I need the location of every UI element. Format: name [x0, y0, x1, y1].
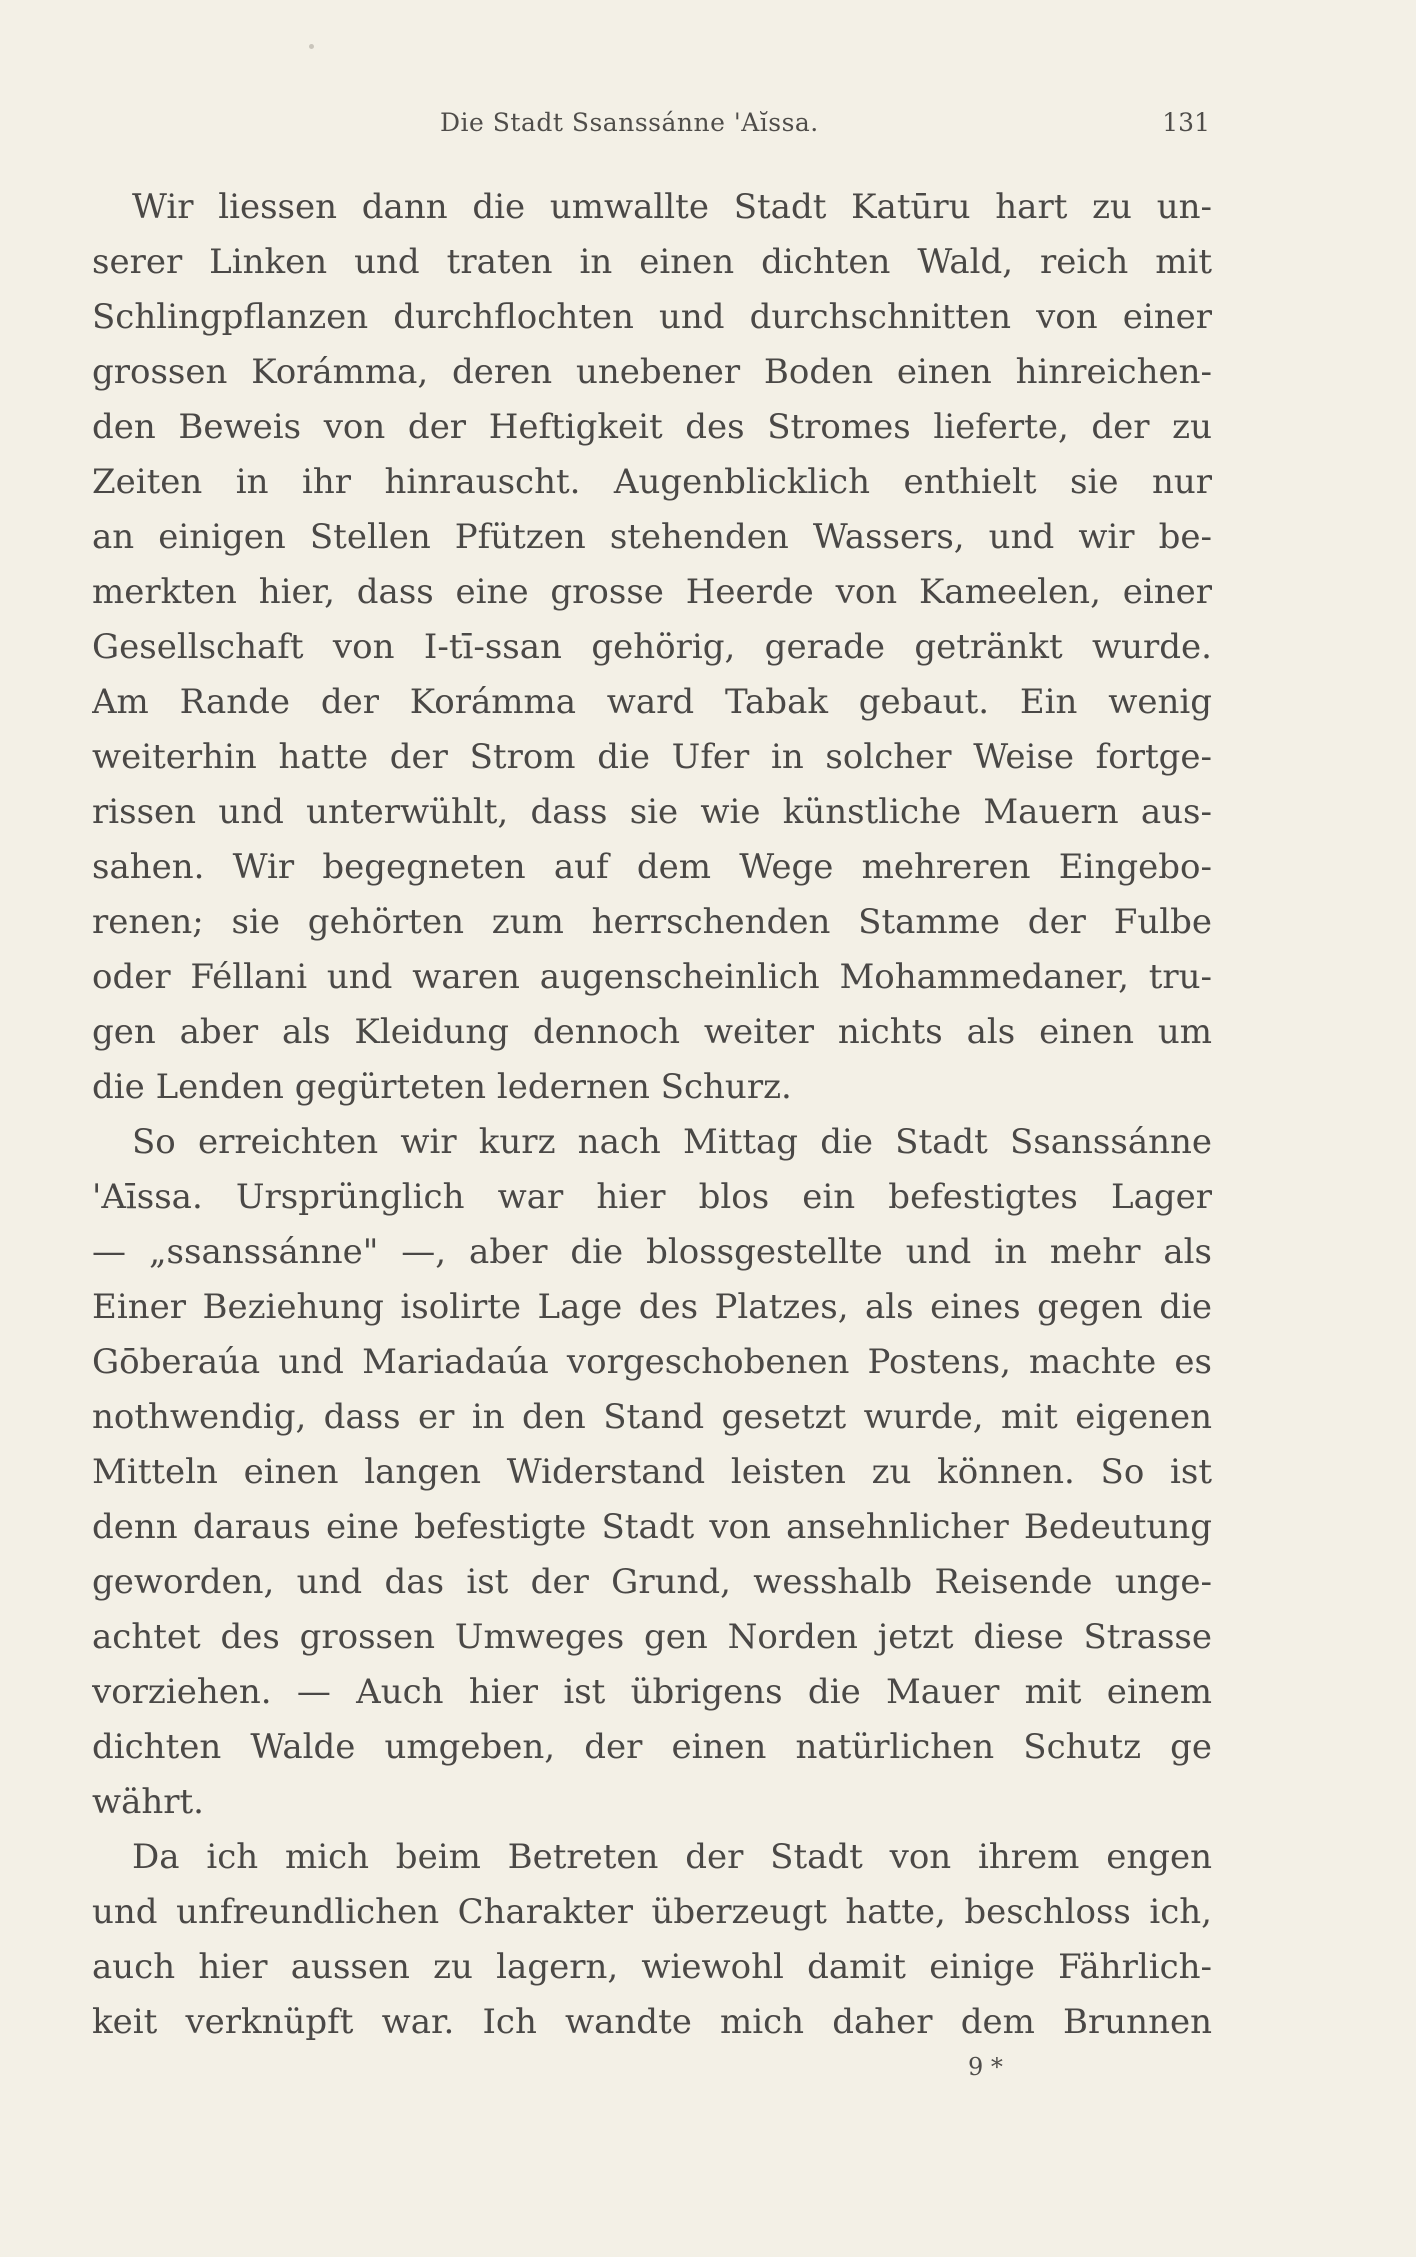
- text-line: den Beweis von der Heftigkeit des Stromes lieferte, der zu: [92, 407, 1212, 447]
- stray-ink-dot: [309, 44, 314, 49]
- text-line: auch hier aussen zu lagern, wiewohl damit einige Fährlich-: [92, 1947, 1212, 1987]
- text-line: rissen und unterwühlt, dass sie wie künstliche Mauern aus-: [92, 792, 1212, 832]
- text-line: an einigen Stellen Pfützen stehenden Wassers, und wir be-: [92, 517, 1212, 557]
- text-line: Gōberaúa und Mariadaúa vorgeschobenen Postens, machte es: [92, 1342, 1212, 1382]
- signature-mark: 9 *: [968, 2053, 1003, 2081]
- text-line: und unfreundlichen Charakter überzeugt hatte, beschloss ich,: [92, 1892, 1212, 1932]
- text-line: Da ich mich beim Betreten der Stadt von ihrem engen: [132, 1837, 1212, 1877]
- text-line: währt.: [92, 1782, 204, 1822]
- text-line: gen aber als Kleidung dennoch weiter nichts als einen um: [92, 1012, 1212, 1052]
- text-line: denn daraus eine befestigte Stadt von ansehnlicher Bedeutung: [92, 1507, 1212, 1547]
- text-line: Wir liessen dann die umwallte Stadt Katūru hart zu un-: [132, 187, 1212, 227]
- text-line: Einer Beziehung isolirte Lage des Platzes, als eines gegen die: [92, 1287, 1212, 1327]
- text-line: 'Aīssa. Ursprünglich war hier blos ein befestigtes Lager: [92, 1177, 1212, 1217]
- page-number: 131: [1162, 108, 1210, 137]
- text-line: die Lenden gegürteten ledernen Schurz.: [92, 1067, 792, 1107]
- text-line: weiterhin hatte der Strom die Ufer in solcher Weise fortge-: [92, 737, 1212, 777]
- text-line: achtet des grossen Umweges gen Norden jetzt diese Strasse: [92, 1617, 1212, 1657]
- text-line: Gesellschaft von I-tī-ssan gehörig, gerade getränkt wurde.: [92, 627, 1212, 667]
- text-line: Am Rande der Korámma ward Tabak gebaut. Ein wenig: [92, 682, 1212, 722]
- text-line: vorziehen. — Auch hier ist übrigens die Mauer mit einem: [92, 1672, 1212, 1712]
- text-line: — „ssanssánne" —, aber die blossgestellte und in mehr als: [92, 1232, 1212, 1272]
- text-line: grossen Korámma, deren unebener Boden einen hinreichen-: [92, 352, 1212, 392]
- running-title: Die Stadt Ssanssánne 'Aĭssa.: [440, 108, 819, 137]
- text-line: oder Féllani und waren augenscheinlich Mohammedaner, tru-: [92, 957, 1212, 997]
- text-line: geworden, und das ist der Grund, wesshalb Reisende unge-: [92, 1562, 1212, 1602]
- text-line: Zeiten in ihr hinrauscht. Augenblicklich enthielt sie nur: [92, 462, 1212, 502]
- text-line: dichten Walde umgeben, der einen natürlichen Schutz ge: [92, 1727, 1212, 1767]
- running-header: [90, 108, 1210, 148]
- text-line: serer Linken und traten in einen dichten Wald, reich mit: [92, 242, 1212, 282]
- text-line: Schlingpflanzen durchflochten und durchschnitten von einer: [92, 297, 1212, 337]
- text-line: nothwendig, dass er in den Stand gesetzt wurde, mit eigenen: [92, 1397, 1212, 1437]
- text-line: renen; sie gehörten zum herrschenden Stamme der Fulbe: [92, 902, 1212, 942]
- text-line: merkten hier, dass eine grosse Heerde von Kameelen, einer: [92, 572, 1212, 612]
- text-line: Mitteln einen langen Widerstand leisten zu können. So ist: [92, 1452, 1212, 1492]
- text-line: So erreichten wir kurz nach Mittag die Stadt Ssanssánne: [132, 1122, 1212, 1162]
- body-text: [92, 180, 1212, 2050]
- text-line: keit verknüpft war. Ich wandte mich daher dem Brunnen: [92, 2002, 1212, 2042]
- text-line: sahen. Wir begegneten auf dem Wege mehreren Eingebo-: [92, 847, 1212, 887]
